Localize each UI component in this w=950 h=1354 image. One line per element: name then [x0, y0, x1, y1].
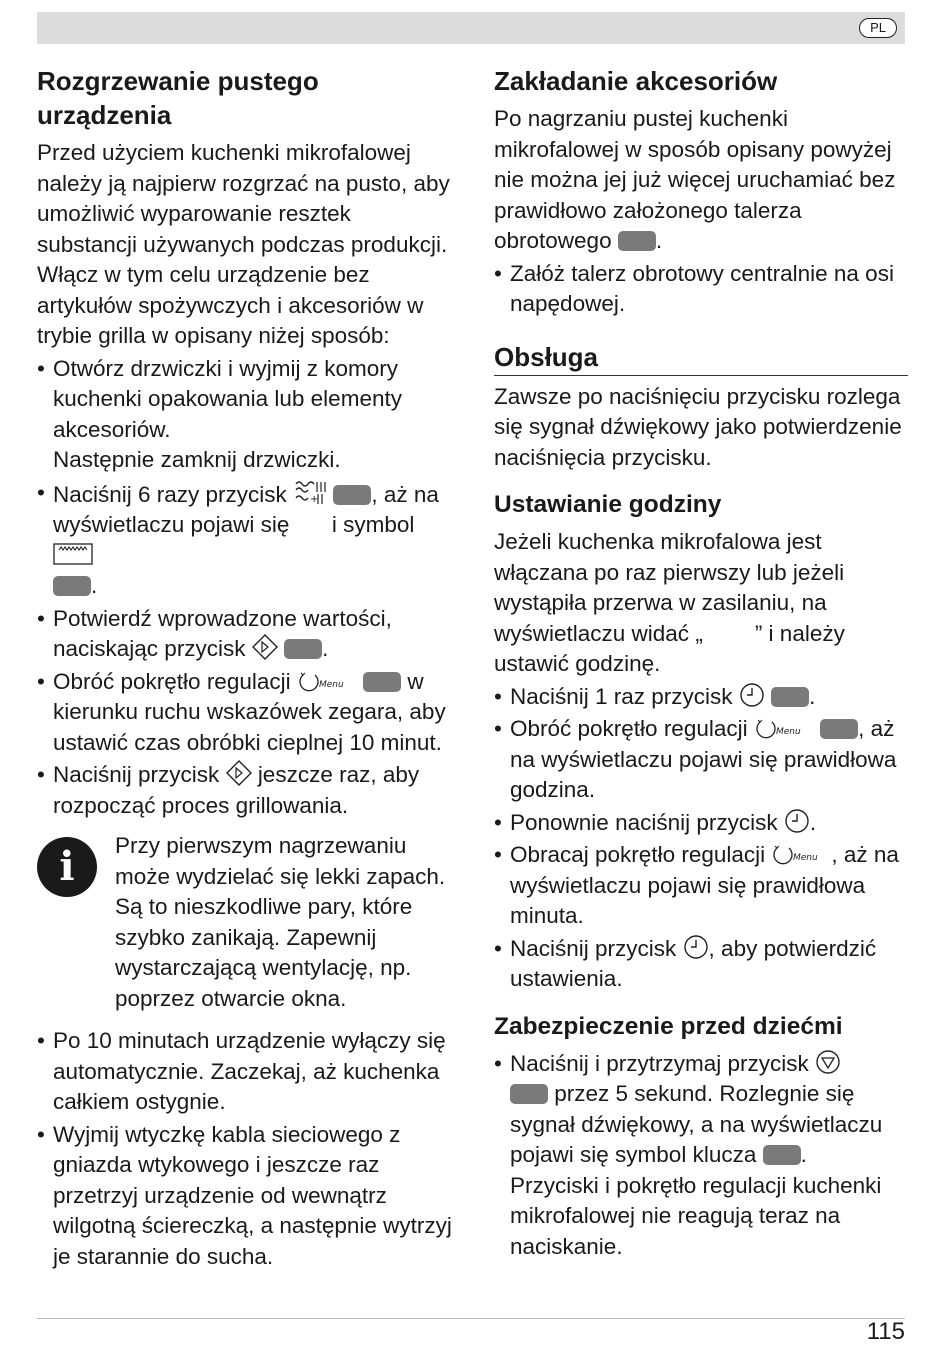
list-item: • Naciśnij przycisk , aby potwierdzić ustawienia. [494, 934, 908, 995]
list-item: • Naciśnij 6 razy przycisk + , aż na wyświetlaczu pojawi się i symbol . [37, 478, 455, 602]
list-item: • Obróć pokrętło regulacji Menu w kierunku ruchu wskazówek zegara, aby ustawić czas obróbki cieplnej 10 minut. [37, 667, 455, 759]
stop-icon [815, 1049, 841, 1075]
clock-icon [784, 808, 810, 834]
list-item: • Obracaj pokrętło regulacji Menu , aż na wyświetlaczu pojawi się prawidłowa minuta. [494, 840, 908, 932]
list-item: • Załóż talerz obrotowy centralnie na osi napędowej. [494, 259, 908, 320]
list-item: • Po 10 minutach urządzenie wyłączy się automatycznie. Zaczekaj, aż kuchenka całkiem ostygnie. [37, 1026, 455, 1118]
header-bar [37, 12, 905, 44]
list-item: • Naciśnij 1 raz przycisk . [494, 682, 908, 713]
button-placeholder [53, 576, 91, 596]
grill-display-icon [53, 543, 93, 567]
section-title-clock: Ustawianie godziny [494, 491, 722, 518]
menu-knob-icon [754, 714, 814, 740]
section-title-child-lock: Zabezpieczenie przed dziećmi [494, 1012, 843, 1040]
button-placeholder [820, 719, 858, 739]
section-title-preheat: Rozgrzewanie pustego urządzenia [37, 66, 319, 130]
preheat-steps [37, 354, 455, 822]
menu-knob-icon [771, 840, 831, 866]
list-item: • Otwórz drzwiczki i wyjmij z komory kuchenki opakowania lub elementy akcesoriów. Następnie zamknij drzwiczki. [37, 354, 455, 476]
clock-steps [494, 682, 908, 995]
button-placeholder [510, 1084, 548, 1104]
grill-combi-icon [293, 478, 327, 506]
operation-text: Zawsze po naciśnięciu przycisku rozlega się sygnał dźwiękowy jako potwierdzenie naciśnięcia przycisku. [494, 383, 902, 470]
language-badge: PL [859, 18, 897, 38]
svg-text:+: + [310, 493, 319, 505]
button-placeholder [771, 687, 809, 707]
list-item: • Potwierdź wprowadzone wartości, naciskając przycisk . [37, 604, 455, 665]
start-diamond-icon [226, 760, 252, 786]
svg-text:Menu: Menu [775, 727, 801, 737]
clock-intro: Jeżeli kuchenka mikrofalowa jest włączana po raz pierwszy lub jeżeli wystąpiła przerwa w zasilaniu, na wyświetlaczu widać „ ” i należy ustawić godzinę. [494, 529, 845, 676]
list-item: • Ponownie naciśnij przycisk . [494, 808, 908, 839]
button-placeholder [763, 1145, 801, 1165]
clock-icon [739, 682, 765, 708]
preheat-intro: Przed użyciem kuchenki mikrofalowej należy ją najpierw rozgrzać na pusto, aby umożliwić wyparowanie resztek substancji używanych podczas produkcji. Włącz w tym celu urządzenie bez artykułów spożywczych i akcesoriów w trybie grilla w opisany niżej sposób: [37, 140, 450, 348]
info-notice [37, 831, 455, 1014]
list-item: • Naciśnij przycisk jeszcze raz, aby rozpocząć proces grillowania. [37, 760, 455, 821]
footer-divider [37, 1318, 905, 1319]
menu-knob-icon [297, 667, 357, 693]
right-column [494, 60, 908, 1264]
list-item: • Wyjmij wtyczkę kabla sieciowego z gniazda wtykowego i jeszcze raz przetrzyj urządzenie od wewnątrz wilgotną ściereczką, a następnie wytrzyj je starannie do sucha. [37, 1120, 455, 1273]
section-title-operation: Obsługa [494, 340, 908, 376]
preheat-steps-after [37, 1026, 455, 1272]
accessories-steps [494, 259, 908, 320]
left-column [37, 60, 455, 1274]
list-item: • Obróć pokrętło regulacji Menu , aż na wyświetlaczu pojawi się prawidłowa godzina. [494, 714, 908, 806]
info-icon: i [37, 837, 97, 897]
svg-text:Menu: Menu [793, 853, 819, 863]
button-placeholder [618, 231, 656, 251]
clock-icon [683, 934, 709, 960]
button-placeholder [363, 672, 401, 692]
svg-text:Menu: Menu [318, 679, 344, 690]
section-title-accessories: Zakładanie akcesoriów [494, 66, 778, 96]
button-placeholder [333, 485, 371, 505]
page-number: 115 [866, 1318, 905, 1345]
button-placeholder [284, 639, 322, 659]
list-item: • Naciśnij i przytrzymaj przycisk przez 5 sekund. Rozlegnie się sygnał dźwiękowy, a na wyświetlaczu pojawi się symbol klucza . Przyciski i pokrętło regulacji kuchenki mikrofalowej nie reagują teraz na naciskanie. [494, 1049, 908, 1263]
accessories-text: Po nagrzaniu pustej kuchenki mikrofalowej w sposób opisany powyżej nie można jej już więcej uruchamiać bez prawidłowo założonego talerza obrotowego . [494, 106, 896, 253]
notice-text: Przy pierwszym nagrzewaniu może wydzielać się lekki zapach. Są to nieszkodliwe pary, które szybko zanikają. Zapewnij wystarczającą wentylację, np. poprzez otwarcie okna. [115, 833, 446, 1011]
start-diamond-icon [252, 634, 278, 660]
child-lock-steps [494, 1049, 908, 1263]
